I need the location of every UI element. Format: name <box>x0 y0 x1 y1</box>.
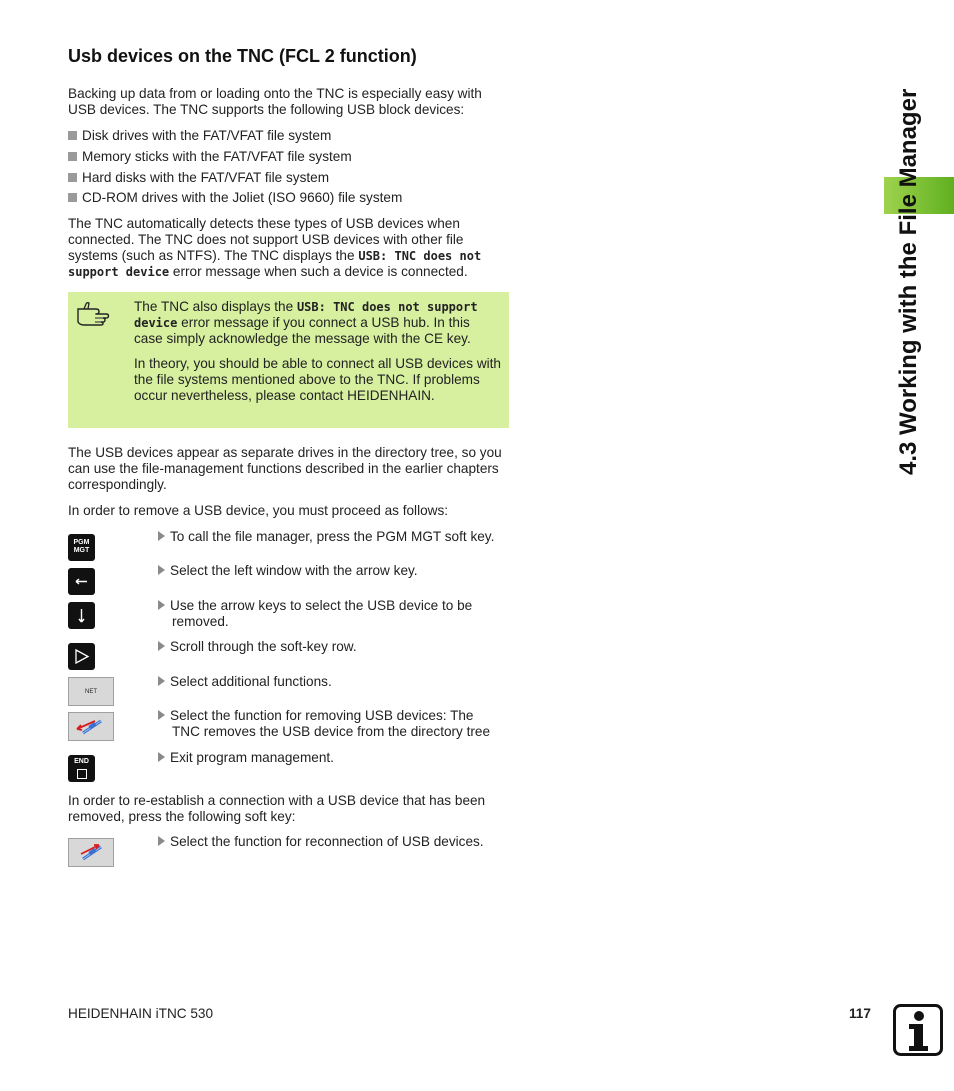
step-arrow-icon <box>158 836 165 846</box>
reconnect-intro: In order to re-establish a connection with a USB device that has been removed, press the following soft key: <box>68 793 486 824</box>
bullet-item: Disk drives with the FAT/VFAT file system <box>68 128 331 144</box>
section-heading: Usb devices on the TNC (FCL 2 function) <box>68 46 417 66</box>
pointing-hand-icon <box>76 300 110 326</box>
step-item: Select the function for reconnection of USB devices. <box>158 834 518 850</box>
arrow-left-key[interactable] <box>68 568 95 595</box>
pgm-mgt-key[interactable]: PGM MGT <box>68 534 95 561</box>
bullet-item: CD-ROM drives with the Joliet (ISO 9660) file system <box>68 190 402 206</box>
arrow-down-icon <box>68 602 95 629</box>
step-item: Select the function for removing USB devices: The TNC removes the USB device from the directory tree <box>158 708 518 740</box>
detect-paragraph: The TNC automatically detects these types of USB devices when connected. The TNC does not support USB devices with other file systems (such as NTFS). The TNC displays the USB: TNC does not support device error message when such a device is connected. <box>68 216 482 279</box>
bullet-item: Hard disks with the FAT/VFAT file system <box>68 170 329 186</box>
step-arrow-icon <box>158 710 165 720</box>
step-item: Scroll through the soft-key row. <box>158 639 518 655</box>
step-item: Use the arrow keys to select the USB device to be removed. <box>158 598 518 630</box>
error-code-text: USB: TNC does not support device <box>68 249 482 279</box>
step-item: Exit program management. <box>158 750 518 766</box>
page-number: 117 <box>849 1006 871 1021</box>
remove-usb-softkey[interactable] <box>68 712 114 741</box>
bullet-square-icon <box>68 173 77 182</box>
step-item: Select additional functions. <box>158 674 518 690</box>
footer-product: HEIDENHAIN iTNC 530 <box>68 1006 214 1021</box>
end-square-icon <box>77 769 87 779</box>
error-code-text: USB: TNC does not support device <box>134 300 478 330</box>
next-softkey-row-key[interactable] <box>68 643 95 670</box>
chapter-side-title: 4.3 Working with the File Manager <box>895 88 922 475</box>
note-paragraph-2: In theory, you should be able to connect all USB devices with the file systems mentioned above to the TNC. If problems occur nevertheless, please contact HEIDENHAIN. <box>134 356 501 403</box>
step-item: To call the file manager, press the PGM MGT soft key. <box>158 529 518 545</box>
bullet-item: Memory sticks with the FAT/VFAT file system <box>68 149 352 165</box>
step-arrow-icon <box>158 676 165 686</box>
end-key[interactable]: END <box>68 755 95 782</box>
bullet-square-icon <box>68 152 77 161</box>
note-paragraph-1: The TNC also displays the USB: TNC does not support device error message if you connect a USB hub. In this case simply acknowledge the message with the CE key. <box>134 299 478 346</box>
bullet-square-icon <box>68 193 77 202</box>
triangle-right-icon <box>68 643 95 670</box>
arrow-down-key[interactable] <box>68 602 95 629</box>
usb-remove-icon <box>69 713 113 740</box>
remove-intro: In order to remove a USB device, you must proceed as follows: <box>68 503 449 518</box>
step-arrow-icon <box>158 531 165 541</box>
info-icon <box>893 1004 943 1056</box>
usb-reconnect-icon <box>69 839 113 866</box>
net-softkey[interactable]: NET <box>68 677 114 706</box>
note-box <box>68 292 509 428</box>
step-item: Select the left window with the arrow key. <box>158 563 518 579</box>
step-arrow-icon <box>158 752 165 762</box>
drives-paragraph: The USB devices appear as separate drives in the directory tree, so you can use the file-management functions described in the earlier chapters correspondingly. <box>68 445 502 492</box>
step-arrow-icon <box>158 600 165 610</box>
step-arrow-icon <box>158 641 165 651</box>
reconnect-usb-softkey[interactable] <box>68 838 114 867</box>
bullet-square-icon <box>68 131 77 140</box>
step-arrow-icon <box>158 565 165 575</box>
intro-paragraph: Backing up data from or loading onto the TNC is especially easy with USB devices. The TNC supports the following USB block devices: <box>68 86 482 117</box>
arrow-left-icon <box>68 568 95 595</box>
